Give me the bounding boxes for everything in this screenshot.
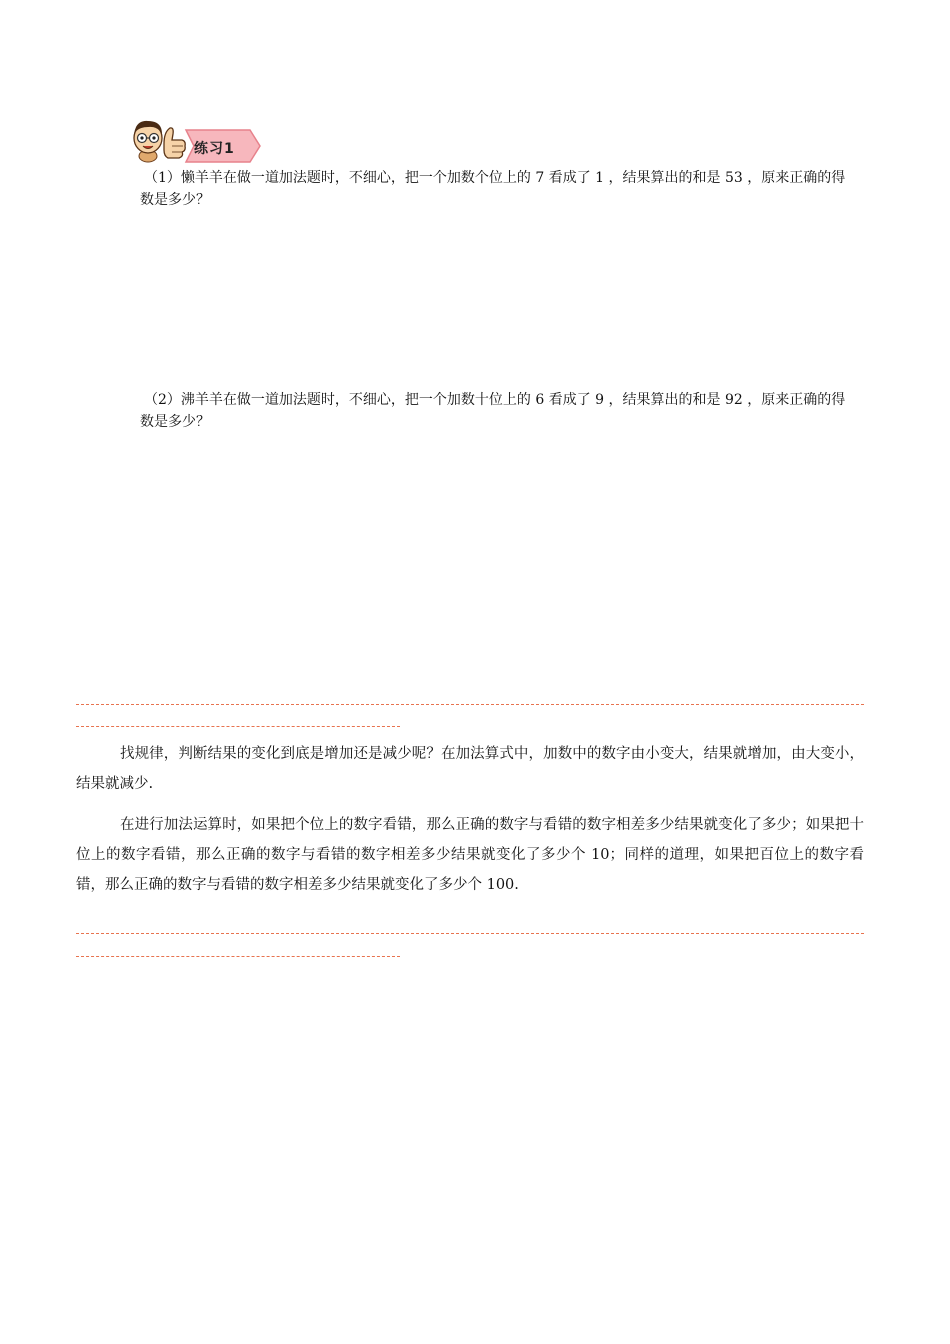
- divider-top: [76, 704, 864, 705]
- divider-top-continued: [76, 726, 400, 727]
- problem-1: （1）懒羊羊在做一道加法题时，不细心，把一个加数个位上的 7 看成了 1 ，结果算出的和是 53 ，原来正确的得数是多少？: [140, 170, 846, 208]
- exercise-badge: [128, 118, 268, 166]
- problem-2: （2）沸羊羊在做一道加法题时，不细心，把一个加数十位上的 6 看成了 9 ，结果算出的和是 92 ，原来正确的得数是多少？: [140, 392, 846, 430]
- tip-paragraph-1: 找规律，判断结果的变化到底是增加还是减少呢？在加法算式中，加数中的数字由小变大，结果就增加，由大变小，结果就减少.: [76, 746, 864, 792]
- tip-paragraph-2: 在进行加法运算时，如果把个位上的数字看错，那么正确的数字与看错的数字相差多少结果就变化了多少；如果把十位上的数字看错，那么正确的数字与看错的数字相差多少结果就变化了多少个 10；同样的道理，如果把百位上的数字看错，那么正确的数字与看错的数字相差多少结果就变化了多少个 100.: [76, 817, 864, 893]
- divider-bottom-continued: [76, 956, 400, 957]
- badge-label: 练习1: [194, 141, 235, 157]
- divider-bottom: [76, 933, 864, 934]
